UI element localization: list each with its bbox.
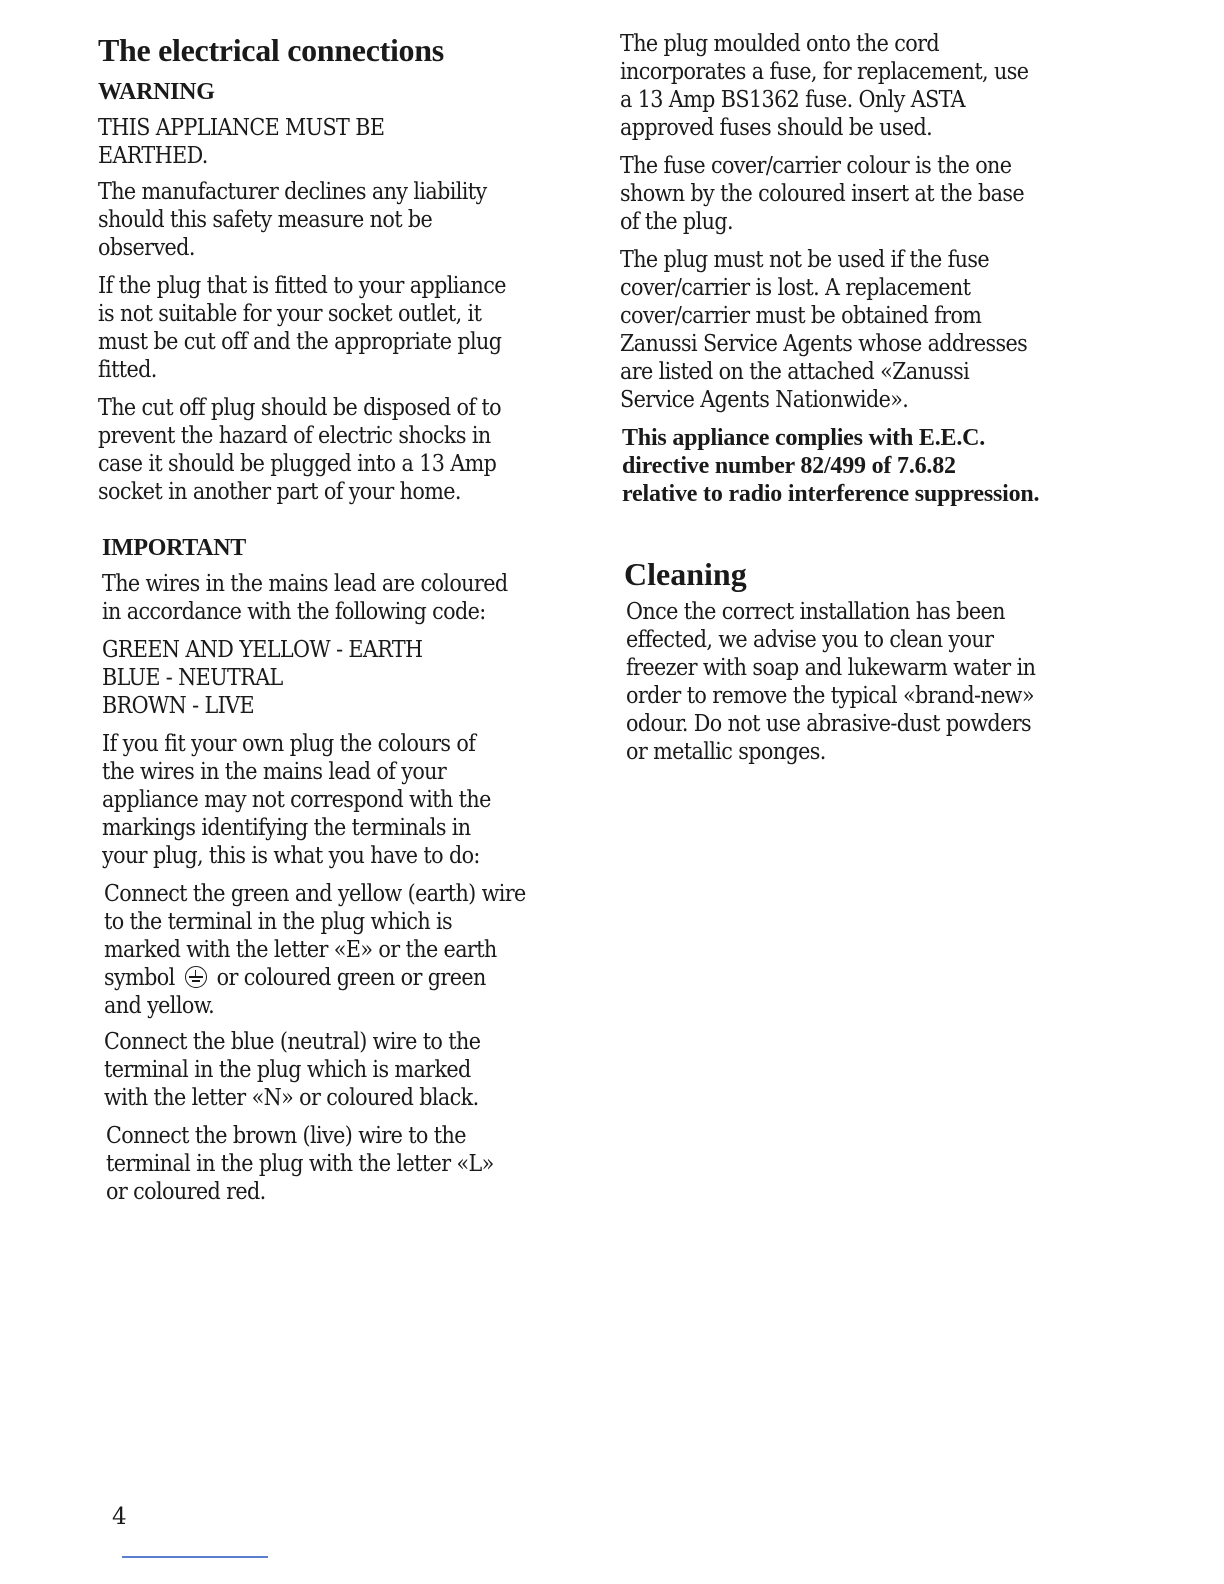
footer-rule	[122, 1556, 268, 1558]
page-number: 4	[112, 1504, 127, 1530]
cleaning-paragraph: Once the correct installation has been effected, we advise you to clean your freezer with soap and lukewarm water in order to remove the typical «brand-new» odour. Do not use abrasive-dust powders or metallic sponges.	[626, 599, 1036, 765]
fuse-lost-paragraph: The plug must not be used if the fuse cover/carrier is lost. A replacement cover/carrier must be obtained from Zanussi Service Agents whose addresses are listed on the attached «Zanussi Service Agents Nationwide».	[620, 247, 1028, 413]
eec-compliance-notice: This appliance complies with E.E.C. directive number 82/499 of 7.6.82 relative to radio interference suppression.	[622, 425, 1040, 507]
earth-symbol-icon	[185, 966, 207, 988]
warning-text: THIS APPLIANCE MUST BE EARTHED.	[98, 115, 385, 169]
cutoff-paragraph: The cut off plug should be disposed of to prevent the hazard of electric shocks in case it should be plugged into a 13 Amp socket in another part of your home.	[98, 395, 501, 505]
fuse-paragraph: The plug moulded onto the cord incorporates a fuse, for replacement, use a 13 Amp BS1362 fuse. Only ASTA approved fuses should be used.	[620, 31, 1029, 141]
own-plug-paragraph: If you fit your own plug the colours of the wires in the mains lead of your appliance may not correspond with the markings identifying the terminals in your plug, this is what you have to do:	[102, 731, 491, 869]
page-title: The electrical connections	[98, 32, 444, 68]
neutral-wire-paragraph: Connect the blue (neutral) wire to the terminal in the plug which is marked with the letter «N» or coloured black.	[104, 1029, 481, 1111]
plug-paragraph: If the plug that is fitted to your appliance is not suitable for your socket outlet, it must be cut off and the appropriate plug fitted.	[98, 273, 506, 383]
wire-color-code: GREEN AND YELLOW - EARTH BLUE - NEUTRAL BROWN - LIVE	[102, 637, 423, 719]
cleaning-heading: Cleaning	[624, 556, 747, 592]
fuse-cover-paragraph: The fuse cover/carrier colour is the one shown by the coloured insert at the base of the plug.	[620, 153, 1025, 235]
warning-heading: WARNING	[98, 79, 215, 105]
liability-paragraph: The manufacturer declines any liability should this safety measure not be observed.	[98, 179, 487, 261]
wires-paragraph: The wires in the mains lead are coloured in accordance with the following code:	[102, 571, 508, 625]
earth-wire-paragraph: Connect the green and yellow (earth) wire to the terminal in the plug which is marked with the letter «E» or the earth symbol or coloured green or green and yellow.	[104, 881, 526, 1019]
live-wire-paragraph: Connect the brown (live) wire to the terminal in the plug with the letter «L» or coloured red.	[106, 1123, 494, 1205]
important-heading: IMPORTANT	[102, 535, 247, 561]
